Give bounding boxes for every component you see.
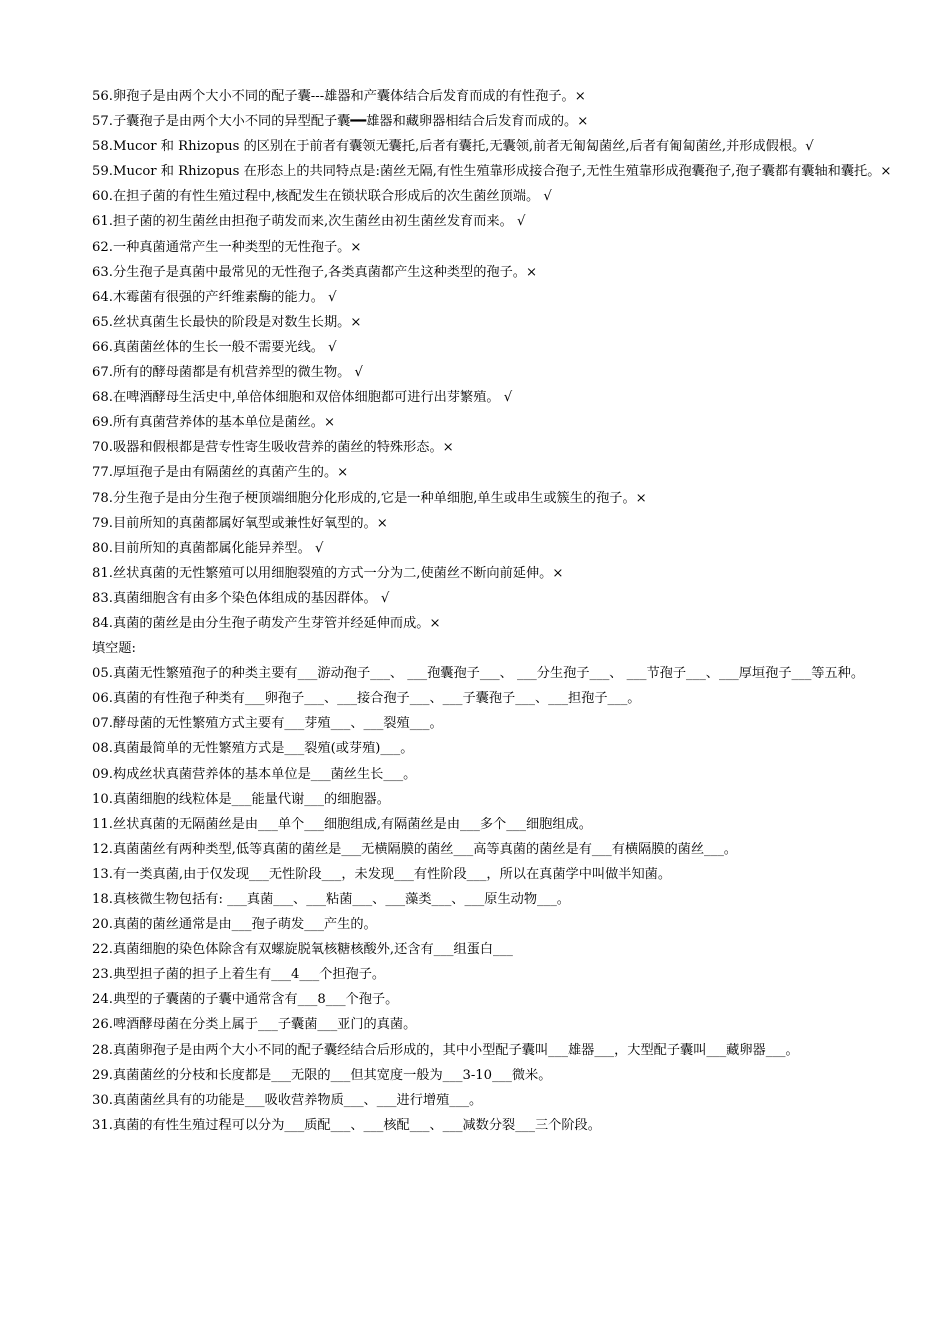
- fill-in-heading: 填空题:: [92, 641, 137, 657]
- question-item: 70.吸器和假根都是营专性寄生吸收营养的菌丝的特殊形态。×: [92, 440, 454, 456]
- question-item: 65.丝状真菌生长最快的阶段是对数生长期。×: [92, 314, 362, 330]
- question-item: 68.在啤酒酵母生活史中,单倍体细胞和双倍体细胞都可进行出芽繁殖。 √: [92, 390, 513, 406]
- question-item: 07.酵母菌的无性繁殖方式主要有___芽殖___、___裂殖___。: [92, 716, 443, 732]
- question-item: 22.真菌细胞的染色体除含有双螺旋脱氧核糖核酸外,还含有___组蛋白___: [92, 942, 513, 958]
- true-false-list: [92, 84, 910, 636]
- question-item: 31.真菌的有性生殖过程可以分为___质配___、___核配___、___减数分裂___三个阶段。: [92, 1117, 601, 1133]
- question-item: 80.目前所知的真菌都属化能异养型。 √: [92, 540, 324, 556]
- question-item: 77.厚垣孢子是由有隔菌丝的真菌产生的。×: [92, 465, 349, 481]
- question-item: 10.真菌细胞的线粒体是___能量代谢___的细胞器。: [92, 791, 390, 807]
- question-item: 20.真菌的菌丝通常是由___孢子萌发___产生的。: [92, 917, 377, 933]
- question-item: 79.目前所知的真菌都属好氧型或兼性好氧型的。×: [92, 515, 388, 531]
- question-item: 26.啤酒酵母菌在分类上属于___子囊菌___亚门的真菌。: [92, 1017, 417, 1033]
- question-item: 08.真菌最简单的无性繁殖方式是___裂殖(或芽殖)___。: [92, 741, 414, 757]
- question-item: 18.真核微生物包括有: ___真菌___、___粘菌___、___藻类___、___原生动物___。: [92, 892, 570, 907]
- question-item: 13.有一类真菌,由于仅发现___无性阶段___，未发现___有性阶段___，所以在真菌学中叫做半知菌。: [92, 866, 672, 882]
- question-item: 05.真菌无性繁殖孢子的种类主要有___游动孢子___、 ___孢囊孢子___、 ___分生孢子___、 ___节孢子___、___厚垣孢子___等五种。: [92, 666, 865, 682]
- question-item: 60.在担子菌的有性生殖过程中,核配发生在锁状联合形成后的次生菌丝顶端。 √: [92, 189, 552, 205]
- question-item: 30.真菌菌丝具有的功能是___吸收营养物质___、___进行增殖___。: [92, 1092, 483, 1108]
- question-item: 78.分生孢子是由分生孢子梗顶端细胞分化形成的,它是一种单细胞,单生或串生或簇生的孢子。×: [92, 490, 647, 506]
- question-item: 28.真菌卵孢子是由两个大小不同的配子囊经结合后形成的，其中小型配子囊叫___雄器___，大型配子囊叫___藏卵器___。: [92, 1042, 799, 1058]
- question-item: 61.担子菌的初生菌丝由担孢子萌发而来,次生菌丝由初生菌丝发育而来。 √: [92, 214, 526, 230]
- question-item: 56.卵孢子是由两个大小不同的配子囊---雄器和产囊体结合后发育而成的有性孢子。×: [92, 89, 586, 104]
- question-item: 66.真菌菌丝体的生长一般不需要光线。 √: [92, 339, 337, 355]
- question-item: 67.所有的酵母菌都是有机营养型的微生物。 √: [92, 365, 363, 381]
- question-item: 23.典型担子菌的担子上着生有___4___个担孢子。: [92, 967, 386, 983]
- question-item: 29.真菌菌丝的分枝和长度都是___无限的___但其宽度一般为___3-10___微米。: [92, 1067, 552, 1083]
- question-item: 83.真菌细胞含有由多个染色体组成的基因群体。 √: [92, 590, 390, 606]
- question-item: 11.丝状真菌的无隔菌丝是由___单个___细胞组成,有隔菌丝是由___多个___细胞组成。: [92, 816, 592, 832]
- question-item: 81.丝状真菌的无性繁殖可以用细胞裂殖的方式一分为二,使菌丝不断向前延伸。×: [92, 565, 564, 581]
- question-item: 06.真菌的有性孢子种类有___卵孢子___、___接合孢子___、___子囊孢子___、___担孢子___。: [92, 691, 641, 707]
- question-item: 57.子囊孢子是由两个大小不同的异型配子囊━━雄器和藏卵器相结合后发育而成的。×: [92, 114, 589, 130]
- question-item: 09.构成丝状真菌营养体的基本单位是___菌丝生长___。: [92, 766, 417, 782]
- question-item: 24.典型的子囊菌的子囊中通常含有___8___个孢子。: [92, 992, 399, 1008]
- question-item: 59.Mucor 和 Rhizopus 在形态上的共同特点是:菌丝无隔,有性生殖靠形成接合孢子,无性生殖靠形成孢囊孢子,孢子囊都有囊轴和囊托。×: [92, 164, 892, 180]
- question-item: 62.一种真菌通常产生一种类型的无性孢子。×: [92, 239, 362, 255]
- question-item: 12.真菌菌丝有两种类型,低等真菌的菌丝是___无横隔膜的菌丝___高等真菌的菌丝是有___有横隔膜的菌丝___。: [92, 841, 737, 857]
- question-item: 69.所有真菌营养体的基本单位是菌丝。×: [92, 415, 336, 431]
- question-item: 63.分生孢子是真菌中最常见的无性孢子,各类真菌都产生这种类型的孢子。×: [92, 264, 538, 280]
- question-item: 58.Mucor 和 Rhizopus 的区别在于前者有囊领无囊托,后者有囊托,无囊领,前者无匍匐菌丝,后者有匍匐菌丝,并形成假根。√: [92, 139, 814, 155]
- question-item: 64.木霉菌有很强的产纤维素酶的能力。 √: [92, 289, 337, 305]
- question-item: 84.真菌的菌丝是由分生孢子萌发产生芽管并经延伸而成。×: [92, 615, 441, 631]
- document-body: [92, 84, 910, 1138]
- fill-in-list: [92, 661, 910, 1138]
